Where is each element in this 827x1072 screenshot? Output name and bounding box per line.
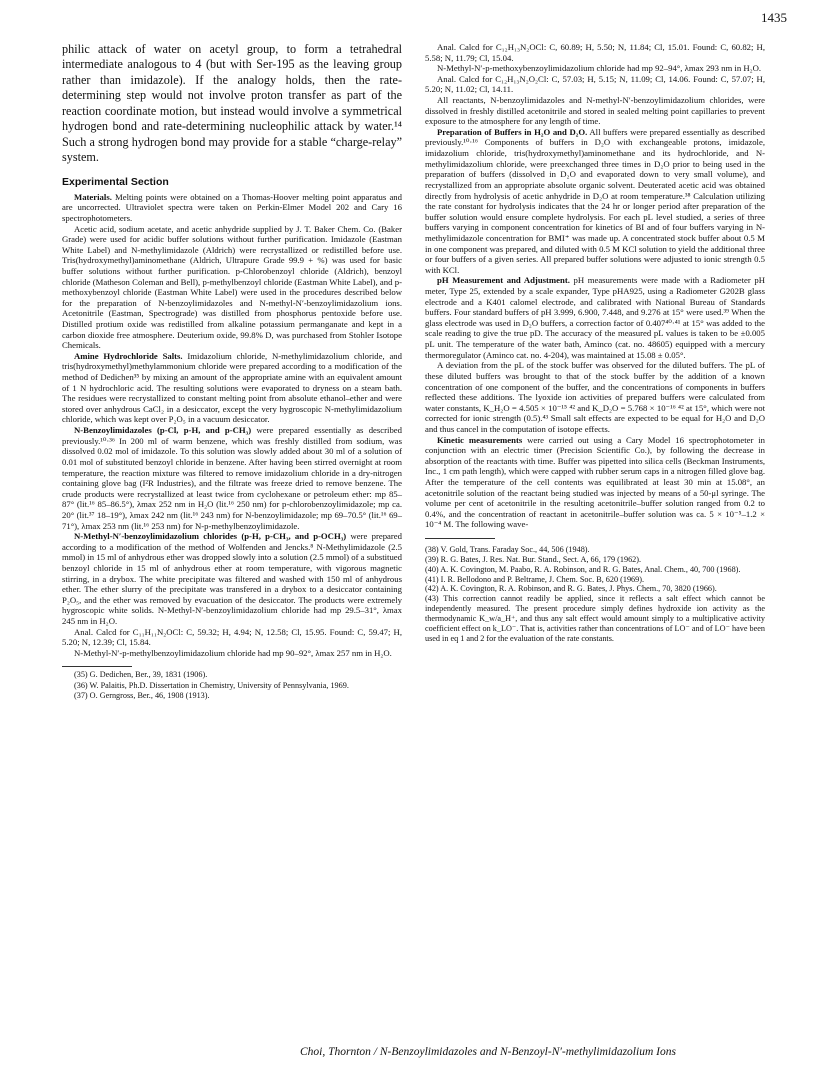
amine-paragraph bbox=[62, 351, 402, 425]
methylimidazolium-heading: N-Methyl-N′-benzoylimidazolium chlorides (p-H, p-CH₃, and p-OCH₃) bbox=[74, 531, 347, 542]
footnote: (38) V. Gold, Trans. Faraday Soc., 44, 506 (1948). bbox=[425, 545, 590, 555]
left-column bbox=[62, 42, 402, 701]
kinetics-text: were carried out using a Cary Model 16 spectrophotometer in conjunction with an electric timer (Precision Scientific Co.), by following the decrease in absorption of the reactants with time. Buffer was pipetted into silica cells (Beckman Instruments, Inc., 1 cm path length), which were capped with rubber serum caps in a nitrogen filled glove bag. After the temperature of the cell contents was equilibrated at least 30 min at 15.08°, an acetonitrile solution of the reactant being studied was injected by means of a 50-μl syringe. The volume per cent of acetonitrile in the resulting acetonitrile–buffer solution ranged from 0.2 to 0.4%, and the concentration of reactant in acetonitrile–buffer solution was ca. 5 × 10⁻⁵–1.2 × 10⁻⁴ M. The following wave- bbox=[425, 434, 765, 530]
kinetics-paragraph bbox=[425, 435, 765, 530]
section-heading: Experimental Section bbox=[62, 175, 169, 188]
page-number: 1435 bbox=[761, 10, 787, 25]
benzoylimidazoles-heading: N-Benzoylimidazoles (p-Cl, p-H, and p-CH₃) bbox=[74, 425, 252, 436]
methylimidazolium-text: were prepared according to a modification of the method of Wolfenden and Jencks.⁸ N-Methylimidazole (2.5 mmol) in 15 ml of anhydrous ether was dropped slowly into a solution (2.5 mmol) of a substitued benzoyl chloride in 15 ml of anhydrous ether at room temperature, with vigorous magnetic stirring, in a drybox. The white precipitate was filtered and washed with 150 ml of anhydrous ether. The ether slurry of the precipitate was transfered in a drybox to a desiccator containing P₂O₅, and the ether was removed by evacuation of the desiccator. The products were extremely hygroscopic white solids. N-Methyl-N′-benzoylimidazolium chloride had mp 29.5–31°, λmax 245 nm in H₂O. bbox=[62, 531, 403, 627]
reactants-paragraph: All reactants, N-benzoylimidazoles and N-methyl-N′-benzoylimidazolium chlorides, were dissolved in freshly distilled acetonitrile and stored in sealed melting point capillaries to prevent exposure to the atmosphere for any length of time. bbox=[425, 95, 765, 127]
buffers-paragraph bbox=[425, 127, 765, 276]
running-footer: Choi, Thornton / N-Benzoylimidazoles and N-Benzoyl-N′-methylimidazolium Ions bbox=[300, 1046, 676, 1058]
footnote: (42) A. K. Covington, R. A. Robinson, and R. G. Bates, J. Phys. Chem., 70, 3820 (1966). bbox=[425, 584, 717, 594]
ph-text: pH measurements were made with a Radiometer pH meter, Type 25, extended by a scale expander, Type pHA925, using a Radiometer G202B glass electrode and a K401 calomel electrode, and calibrated with National Bureau of Standards buffers. Four standard buffers of pH 3.999, 6.900, 7.448, and 9.276 at 15° were used.³⁹ When the glass electrode was used in D₂O buffers, a correction factor of 0.407⁴⁰·⁴¹ at 15° was added to the scale reading to give the true pD. The accuracy of the measured pL values is taken to be ±0.005 pL unit. The temperature of the water bath, Aminco (cat. no. 48605) equipped with a mercury thermoregulator (Aminco cat. no. 4-204), was maintained at 15.08 ± 0.05°. bbox=[425, 275, 766, 360]
footnote: (41) I. R. Bellodono and P. Beltrame, J. Chem. Soc. B, 620 (1969). bbox=[425, 574, 644, 584]
analysis-paragraph-3: Anal. Calcd for C₁₂H₁₃N₂O₂Cl: C, 57.03; H, 5.15; N, 11.09; Cl, 14.06. Found: C, 57.07; H, 5.20; N, 11.02; Cl, 14.11. bbox=[425, 73, 765, 95]
footnote: (37) O. Gerngross, Ber., 46, 1908 (1913). bbox=[74, 690, 210, 700]
footnote: (35) G. Dedichen, Ber., 39, 1831 (1906). bbox=[74, 670, 208, 680]
footnotes-right bbox=[425, 545, 765, 643]
materials-paragraph bbox=[62, 192, 402, 224]
footnote-rule bbox=[425, 538, 495, 539]
deviation-paragraph: A deviation from the pL of the stock buffer was observed for the diluted buffers. The pL of these diluted buffers was brought to that of the stock buffer by the addition of a known concentration of one component of the buffer, and the concentrations of components in buffers reflected these additions. The lyoxide ion activities of prepared buffers were calculated from water constants, K_H₂O = 4.505 × 10⁻¹⁵ ⁴² and K_D₂O = 5.768 × 10⁻¹⁶ ⁴² at 15°, which were not corrected for ionic strength (0.5).⁴³ Small salt effects are expected to be equal for H₂O and D₂O and thus cancel in the computation of isotope effects. bbox=[425, 360, 765, 434]
buffers-heading: Preparation of Buffers in H₂O and D₂O. bbox=[437, 126, 588, 137]
intro-paragraph: philic attack of water on acetyl group, to form a tetrahedral intermediate analogous to 4 (but with Ser-195 as the leaving group rather than imidazole). If the analogy holds, then the rate-determining step would not involve proton transfer as part of the reaction coordinate motion, but instead would involve a symmetrical hydrogen bond and rate-determining nucleophilic attack by water.¹⁴ Such a strong hydrogen bond may provide for a stable “charge-relay” system. bbox=[62, 42, 402, 165]
materials-text: Melting points were obtained on a Thomas-Hoover melting point apparatus and are uncorrected. Ultraviolet spectra were taken on Perkin-Elmer Model 202 and Cary 16 spectrophotometers. bbox=[62, 191, 402, 223]
kinetics-heading: Kinetic measurements bbox=[437, 434, 523, 445]
ph-heading: pH Measurement and Adjustment. bbox=[437, 275, 570, 286]
buffers-text: All buffers were prepared essentially as described previously.¹⁰·¹⁶ Components of buffers in D₂O with exchangeable protons, imidazole, imidazolium chloride, tris(hydroxymethyl)aminomethane and its hydrochloride, and N-methylimidazolium chloride, were preexchanged three times in D₂O prior to being used in the preparation of buffers (dissolved in D₂O and evaporated down to very small volume), and recrystallized from an appropriate absolute organic solvent. Deuterated acetic acid was obtained directly from hydrolysis of acetic anhydride in D₂O at room temperature.³⁸ Calculation utilizing the rate constant for hydrolysis indicates that the 24 hr or longer period after preparation of the buffer solution would ensure complete hydrolysis. For each pL level studied, a series of three buffers varying in component concentration for kinetics of BI and of four buffers varying in N-methylimidazole concentration for BMI⁺ was made up. A concentrated stock buffer about 0.5 M in one component was prepared, and diluted with 0.5 M KCl solution to yield the additional three or four buffers of a given series. All prepared buffer solutions were adjusted to ionic strength 0.5 with KCl. bbox=[425, 126, 766, 275]
footnote-rule bbox=[62, 666, 132, 667]
materials-heading: Materials. bbox=[74, 191, 112, 202]
right-column bbox=[425, 42, 765, 643]
analysis-paragraph-1: Anal. Calcd for C₁₁H₁₁N₂OCl: C, 59.32; H, 4.94; N, 12.58; Cl, 15.95. Found: C, 59.47; H, 5.20; N, 12.39; Cl, 15.84. bbox=[62, 626, 402, 648]
benzoylimidazoles-paragraph bbox=[62, 425, 402, 531]
methylimidazolium-paragraph bbox=[62, 531, 402, 626]
footnote: (40) A. K. Covington, M. Paabo, R. A. Robinson, and R. G. Bates, Anal. Chem., 40, 700 (1968). bbox=[425, 564, 741, 574]
benzoylimidazoles-text: were prepared essentially as described previously.¹⁰·³⁶ In 200 ml of warm benzene, which was freshly distilled from sodium, was dissolved 0.02 mol of imidazole. To this solution was slowly added about 30 ml of a solution of 0.01 mol of substituted benzoyl chloride in benzene. After having been stirred overnight at room temperature, the reaction mixture was filtered to remove imidazolium chloride in a dry-nitrogen containing glove bag (I²R Industries), and the filtrate was freeze dried to remove benzene. The crude products were recrystallized at least twice from cyclohexane or petroleum ether: mp 85–87° (lit.¹⁶ 85–86.5°), λmax 252 nm in H₂O (lit.¹⁶ 250 nm) for p-chlorobenzoylimidazole; mp ca. 20° (lit.³⁷ 18–19°), λmax 242 nm (lit.¹⁶ 243 nm) for N-benzoylimidazole; mp 69–70.5° (lit.¹⁶ 69–71°), λmax 253 nm (lit.¹⁶ 253 nm) for N-p-methylbenzoylimidazole. bbox=[62, 425, 402, 531]
amine-text: Imidazolium chloride, N-methylimidazolium chloride, and tris(hydroxymethyl)methylammonium chloride were prepared according to a modification of the method of Dedichen³⁵ by mixing an amount of the appropriate amine with an equivalent amount of 1 N hydrochloric acid. The resulting solutions were evaporated to dryness on a steam bath. The residues were recrystallized to constant melting point from absolute ethanol–ether and were stored over anhydrous CaCl₂ in a desiccator, except the very hygroscopic N-methylimidazolium chloride, which was kept over P₂O₅ in a vacuum desiccator. bbox=[62, 350, 402, 425]
amine-heading: Amine Hydrochloride Salts. bbox=[74, 350, 183, 361]
reagents-paragraph: Acetic acid, sodium acetate, and acetic anhydride supplied by J. T. Baker Chem. Co. (Baker Grade) were used for acidic buffer solutions without further purification. Imidazole (Eastman White Label) and N-methylimidazole (Aldrich) were recrystallized or redistilled before use. Tris(hydroxymethyl)aminomethane (Aldrich, Ultrapure Grade 99.9 + %) was used for basic buffer solutions without further purification. p-Chlorobenzoyl chloride (Aldrich), benzoyl chloride (Matheson Coleman and Bell), p-methylbenzoyl chloride (Eastman White Label), and p-methoxybenzoyl chloride (Eastman White Label) were used in the procedures described below for the preparation of N-benzoylimidazoles and N-methyl-N′-benzoylimidazolium ions. Acetonitrile (Eastman, Spectrograde) was distilled from phosphorus pentoxide before use. Distilled protium oxide was redistilled from alkaline potassium permanganate and kept in a carbon dioxide free atmosphere. Deuterium oxide, 99.8% D, was purchased from Stohler Isotope Chemicals. bbox=[62, 223, 402, 351]
analysis-paragraph-2: Anal. Calcd for C₁₂H₁₃N₂OCl: C, 60.89; H, 5.50; N, 11.84; Cl, 15.01. Found: C, 60.82; H, 5.58; N, 11.79; Cl, 15.04. bbox=[425, 42, 765, 63]
footnote: (36) W. Palaitis, Ph.D. Dissertation in Chemistry, University of Pennsylvania, 1969. bbox=[74, 680, 349, 690]
footnote: (43) This correction cannot readily be applied, since it reflects a salt effect which cannot be independently measured. The present procedure simply defines hydroxide ion activity as the thermodynamic K_w/a_H⁺, and thus any salt effect would amount simply to a multiplicative activity coefficient effect on k_LO⁻. That is, activities rather than concentrations of LO⁻ and of LO⁻ have been used in eq 1 and 2 for the evaluation of the rate constants. bbox=[425, 594, 765, 643]
footnote: (39) R. G. Bates, J. Res. Nat. Bur. Stand., Sect. A, 66, 179 (1962). bbox=[425, 554, 642, 564]
ph-paragraph bbox=[425, 275, 765, 360]
methoxybenzoyl-paragraph: N-Methyl-N′-p-methoxybenzoylimidazolium chloride had mp 92–94°, λmax 293 nm in H₂O. bbox=[437, 63, 762, 74]
methylbenzoyl-paragraph: N-Methyl-N′-p-methylbenzoylimidazolium chloride had mp 90–92°, λmax 257 nm in H₂O. bbox=[74, 647, 392, 658]
